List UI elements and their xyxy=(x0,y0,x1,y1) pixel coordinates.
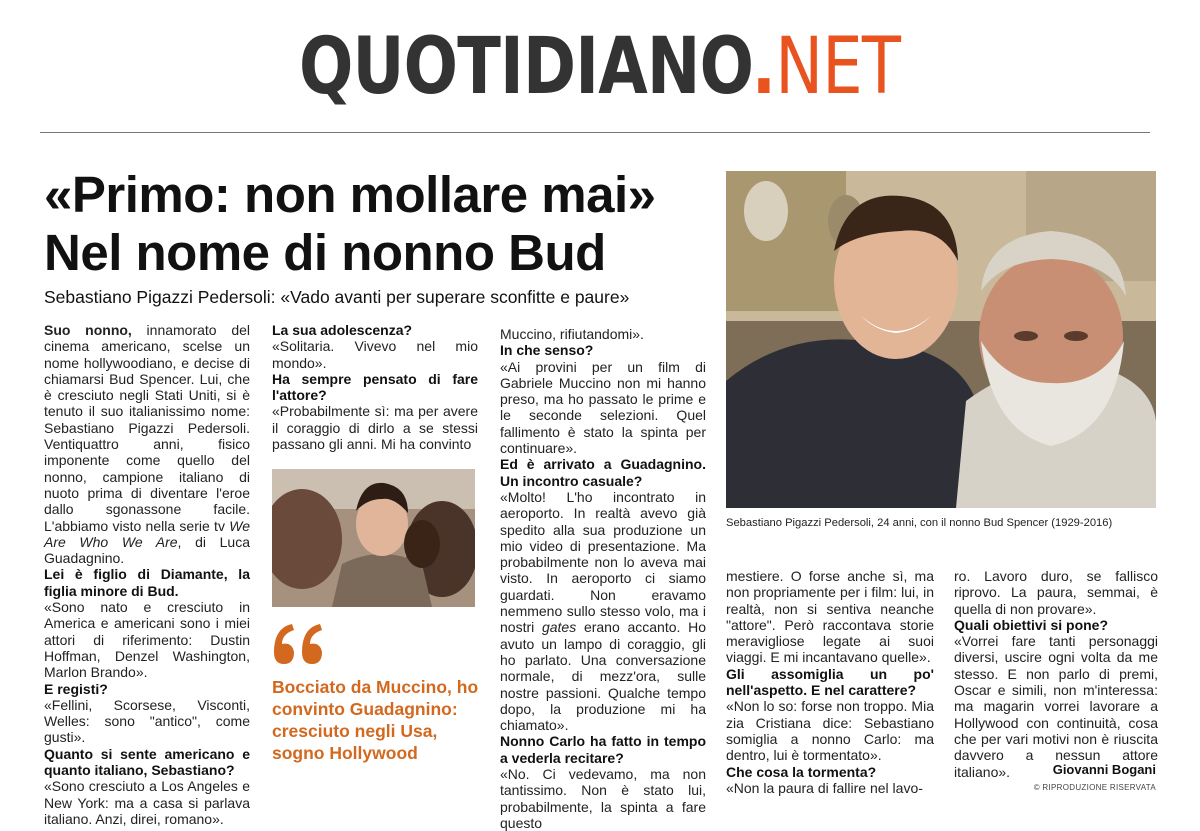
inset-photo xyxy=(272,469,475,607)
answer: «Solitaria. Vivevo nel mio mondo». xyxy=(272,338,478,371)
main-photo xyxy=(726,171,1156,508)
quote-mark-icon xyxy=(270,622,330,668)
series-title: We Are Who We Are xyxy=(44,517,250,550)
headline-line-1: «Primo: non mollare mai» xyxy=(44,166,656,223)
question: Lei è figlio di Diamante, la figlia minore di Bud. xyxy=(44,566,250,599)
question: In che senso? xyxy=(500,342,594,359)
question: Gli assomiglia un po' nell'aspetto. E nel carattere? xyxy=(726,665,934,699)
logo-wordmark: QUOTIDIANO.NET xyxy=(299,22,901,112)
paragraph: ro. Lavoro duro, se fallisco riprovo. La paura, semmai, è quella di non provare». xyxy=(954,568,1158,617)
paragraph: mestiere. O forse anche sì, ma non propriamente per i film: lui, in realtà, non si sentiva neanche "attore". Però raccontava storie meravigliose legate ai suoi viaggi. E mi incantavano quelle». xyxy=(726,568,934,666)
answer: «Sono cresciuto a Los Angeles e New York: ma a casa si parlava italiano. Anzi, direi, romano». xyxy=(44,778,250,827)
question: La sua adolescenza? xyxy=(272,322,413,338)
answer: «Sono nato e cresciuto in America e americani sono i miei attori di riferimento: Dustin Hoffman, Denzel Washington, Marlon Brando». xyxy=(44,599,250,681)
question: Ha sempre pensato di fare l'attore? xyxy=(272,370,478,404)
lead-in: Suo nonno, xyxy=(44,322,132,338)
question: Che cosa la tormenta? xyxy=(726,763,877,780)
answer: «Ai provini per un film di Gabriele Muccino non mi hanno preso, ma ho passato le prime e le seconde selezioni. Quel fallimento è stato la spinta per continuare». xyxy=(500,358,706,457)
text-column-5 xyxy=(954,568,1158,780)
question: E registi? xyxy=(44,680,108,697)
answer: «Non la paura di fallire nel lavo- xyxy=(726,779,923,796)
question: Quali obiettivi si pone? xyxy=(954,616,1109,633)
text-column-4 xyxy=(726,568,934,796)
article-subhead: Sebastiano Pigazzi Pedersoli: «Vado avanti per superare sconfitte e paure» xyxy=(44,287,630,307)
question: Nonno Carlo ha fatto in tempo a vederla recitare? xyxy=(500,733,706,766)
paragraph: Muccino, rifiutandomi». xyxy=(500,326,644,342)
copyright-notice: © RIPRODUZIONE RISERVATA xyxy=(1033,783,1156,792)
answer: «Vorrei fare tanti personaggi diversi, uscire ogni volta da me stesso. E non parlo di premi, Oscar e simili, non m'interessa: ma magarin vorrei lavorare a Hollywood con continuità, cosa che per vari motivi non è riuscita davvero a nessun attore italiano». xyxy=(954,633,1158,780)
byline: Giovanni Bogani xyxy=(1052,762,1156,777)
answer: «Fellini, Scorsese, Visconti, Welles: sono "antico", come gusti». xyxy=(44,696,250,746)
answer: «Non lo so: forse non troppo. Mia zia Cristiana dice: Sebastiano somiglia a nonno Carlo: ma dentro, lui è tormentato». xyxy=(726,698,934,764)
header-divider xyxy=(40,132,1150,133)
answer: «Probabilmente sì: ma per avere il coraggio di dirlo a se stessi passano gli anni. Mi ha convinto xyxy=(272,403,478,453)
text-column-3 xyxy=(500,326,706,831)
masthead-logo[interactable] xyxy=(0,22,1200,112)
question: Ed è arrivato a Guadagnino. Un incontro casuale? xyxy=(500,456,706,489)
question: Quanto si sente americano e quanto italiano, Sebastiano? xyxy=(44,745,250,779)
article-headline xyxy=(44,166,724,282)
pull-quote: Bocciato da Muccino, ho convinto Guadagnino: cresciuto negli Usa, sogno Hollywood xyxy=(272,677,479,763)
paragraph: Suo nonno, innamorato del cinema americano, scelse un nome hollywoodiano, e decise di chiamarsi Bud Spencer. Lui, che è cresciuto negli Stati Uniti, si è tenuto il suo italianissimo nome: Sebastiano Pigazzi Pedersoli. Ventiquattro anni, fisico imponente come quello del nonno, campione italiano di nuoto prima di diventare l'eroe dallo sgonassone facile. L'abbiamo visto nella serie tv We Are Who We Are, di Luca Guadagnino. xyxy=(44,322,250,567)
photo-caption: Sebastiano Pigazzi Pedersoli, 24 anni, con il nonno Bud Spencer (1929-2016) xyxy=(726,517,1113,529)
headline-line-2: Nel nome di nonno Bud xyxy=(44,224,606,281)
answer: «No. Ci vedevamo, ma non tantissimo. Non è stato lui, probabilmente, la spinta a fare questo xyxy=(500,766,706,831)
text-column-1 xyxy=(44,322,250,827)
text-column-2 xyxy=(272,322,478,452)
answer: «Molto! L'ho incontrato in aeroporto. In realtà avevo già spedito alla sua produzione un mio video di presentazione. Ma probabilmente non lo aveva mai visto. In aeroporto ci siamo guardati. Non eravamo nemmeno sullo stesso volo, ma i nostri gates erano accanto. Ho avuto un lampo di coraggio, gli ho parlato. Una conversazione normale, di mezz'ora, sulle nostre passioni. Qualche tempo dopo, la produzione mi ha chiamato». xyxy=(500,488,707,734)
